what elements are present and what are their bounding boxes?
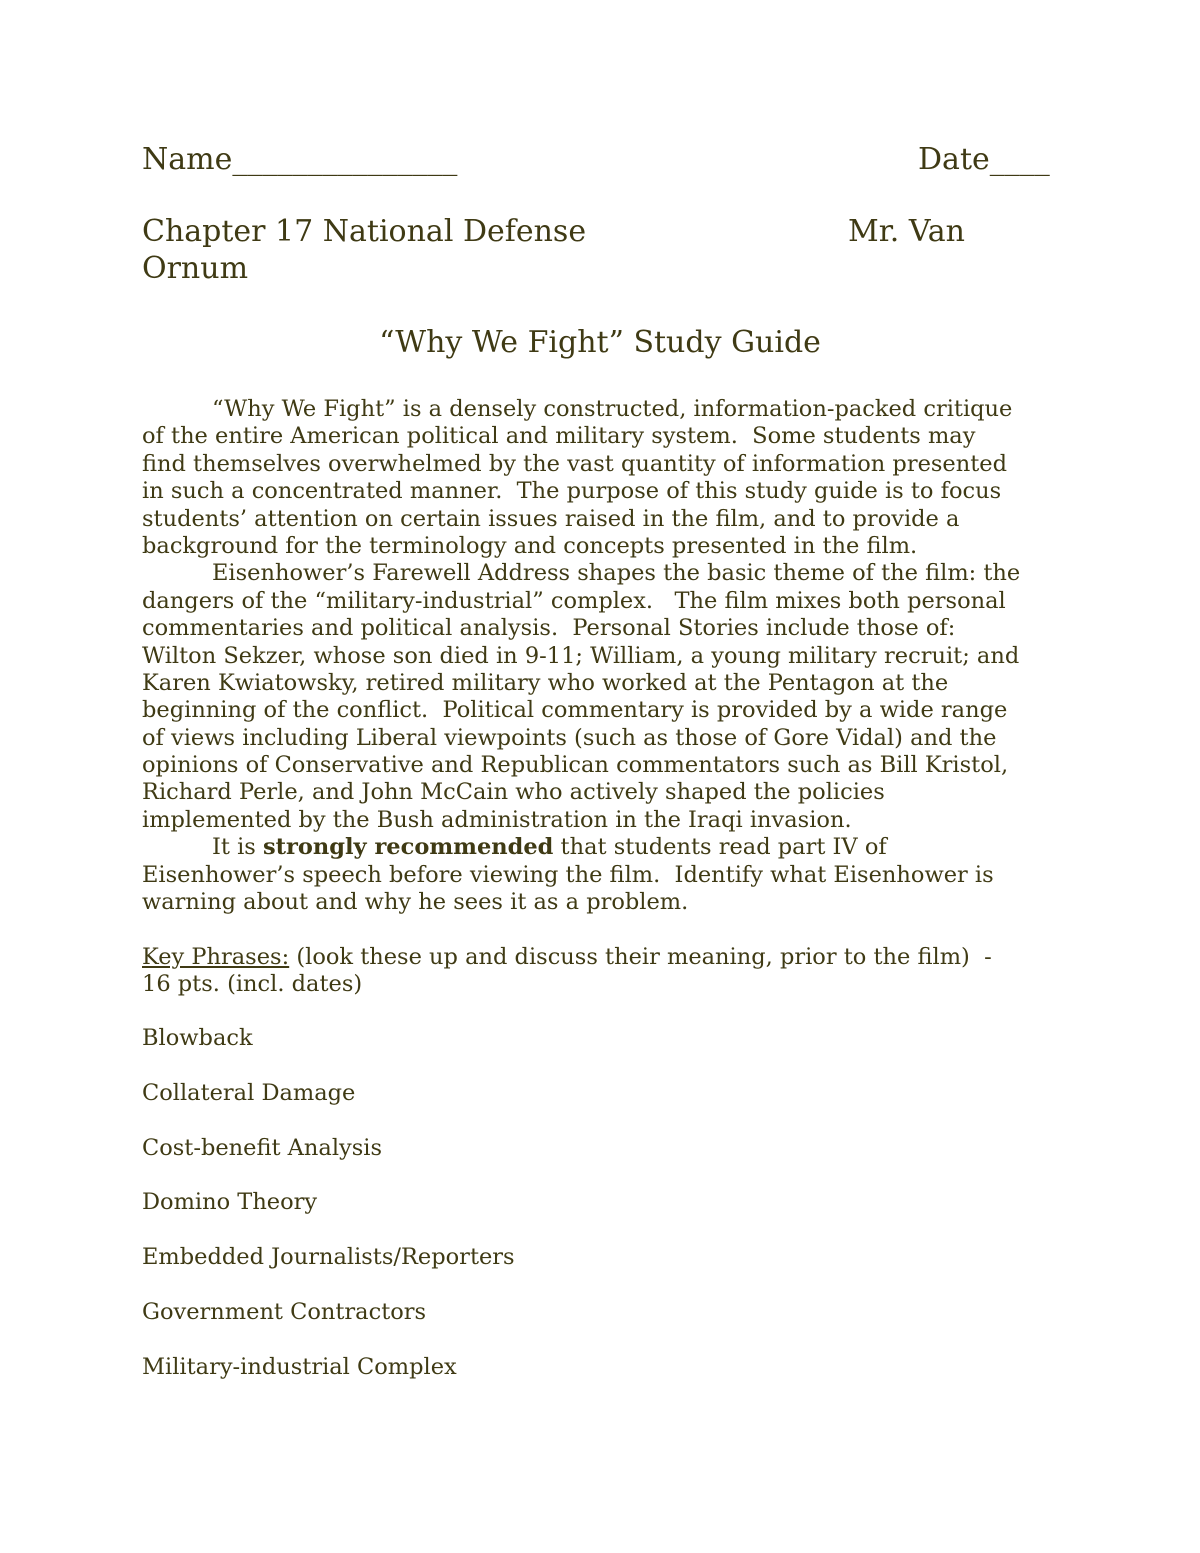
paragraph-3-start: It is xyxy=(212,834,263,861)
paragraph-1-line: in such a concentrated manner. The purpose of this study guide is to focus xyxy=(142,478,1002,505)
paragraph-2-line: Eisenhower’s Farewell Address shapes the basic theme of the film: the xyxy=(212,560,1021,587)
paragraph-1-line: find themselves overwhelmed by the vast quantity of information presented xyxy=(142,450,1007,477)
name-field-label: Name_______________ xyxy=(142,142,458,177)
chapter-heading: Chapter 17 National Defense xyxy=(142,214,587,249)
key-phrase-item: Domino Theory xyxy=(142,1189,318,1216)
teacher-name: Mr. Van xyxy=(848,214,965,249)
strong-recommendation: strongly recommended xyxy=(262,834,554,861)
key-phrases-note: (look these up and discuss their meaning, prior to the film) - xyxy=(289,943,992,970)
paragraph-2-line: Wilton Sekzer, whose son died in 9-11; William, a young military recruit; and xyxy=(142,642,1020,669)
paragraph-3-first-line xyxy=(142,834,1082,861)
paragraph-3-line: warning about and why he sees it as a problem. xyxy=(142,889,689,916)
paragraph-2-line: opinions of Conservative and Republican commentators such as Bill Kristol, xyxy=(142,752,1009,779)
paragraph-2-line: implemented by the Bush administration in the Iraqi invasion. xyxy=(142,806,852,833)
key-phrase-item: Government Contractors xyxy=(142,1298,427,1325)
key-phrase-item: Collateral Damage xyxy=(142,1079,356,1106)
paragraph-2-line: commentaries and political analysis. Personal Stories include those of: xyxy=(142,615,956,642)
key-phrase-item: Military-industrial Complex xyxy=(142,1353,457,1380)
body-text xyxy=(142,396,1082,999)
date-field-label: Date____ xyxy=(918,142,1050,177)
key-phrases-heading xyxy=(142,944,1082,971)
paragraph-2-line: dangers of the “military-industrial” complex. The film mixes both personal xyxy=(142,587,1006,614)
paragraph-2-line: of views including Liberal viewpoints (such as those of Gore Vidal) and the xyxy=(142,724,997,751)
document-title: “Why We Fight” Study Guide xyxy=(379,325,821,360)
paragraph-1-line: “Why We Fight” is a densely constructed, information-packed critique xyxy=(212,396,1013,422)
paragraph-2-line: Karen Kwiatowsky, retired military who worked at the Pentagon at the xyxy=(142,669,949,696)
key-phrases-points: 16 pts. (incl. dates) xyxy=(142,971,363,998)
paragraph-2-line: Richard Perle, and John McCain who actively shaped the policies xyxy=(142,779,885,806)
key-phrases-label: Key Phrases: xyxy=(142,943,290,970)
paragraph-1-line: background for the terminology and concepts presented in the film. xyxy=(142,532,918,559)
blank-line xyxy=(142,916,1082,943)
key-phrase-item: Blowback xyxy=(142,1025,253,1051)
key-phrase-item: Cost-benefit Analysis xyxy=(142,1134,383,1161)
paragraph-3-end: that students read part IV of xyxy=(553,834,887,861)
paragraph-1-line: students’ attention on certain issues raised in the film, and to provide a xyxy=(142,505,960,532)
paragraph-2-line: beginning of the conflict. Political commentary is provided by a wide range xyxy=(142,697,1008,724)
key-phrase-item: Embedded Journalists/Reporters xyxy=(142,1244,515,1271)
paragraph-1-line: of the entire American political and military system. Some students may xyxy=(142,423,976,450)
paragraph-3-line: Eisenhower’s speech before viewing the film. Identify what Eisenhower is xyxy=(142,861,994,888)
key-phrase-list xyxy=(142,1025,515,1409)
teacher-name-continued: Ornum xyxy=(142,251,249,286)
